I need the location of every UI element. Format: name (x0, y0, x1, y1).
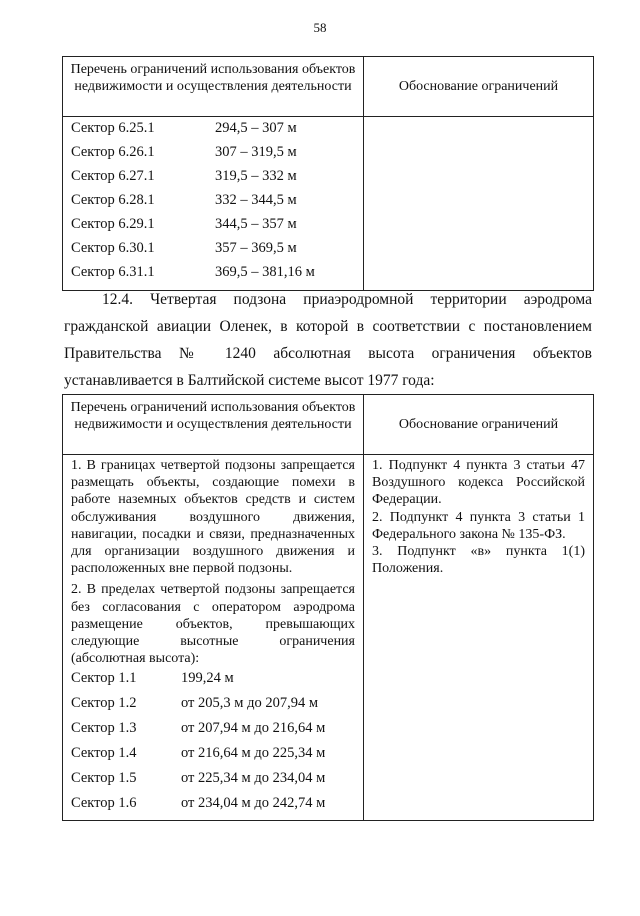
sector-range: 344,5 – 357 м (215, 216, 297, 232)
sector-name: Сектор 6.30.1 (71, 240, 155, 256)
basis-item-3: 3. Подпункт «в» пункта 1(1) Положения. (372, 544, 585, 577)
table-row (71, 144, 363, 168)
sector-range: 369,5 – 381,16 м (215, 264, 315, 280)
sector-range: от 205,3 м до 207,94 м (181, 695, 318, 712)
paragraph-text: 12.4. Четвертая подзона приаэродромной территории аэродрома гражданской авиации Оленек, в которой в соответствии с постановлением Правительства № 1240 абсолютная высота ограничения объектов устанавливается в Балтийской системе высот 1977 года: (64, 291, 592, 389)
sector-range: 319,5 – 332 м (215, 168, 297, 184)
table-row (71, 745, 363, 770)
basis-item-1: 1. Подпункт 4 пункта 3 статьи 47 Воздушного кодекса Российской Федерации. (372, 458, 585, 508)
table1-basis-empty (364, 117, 594, 291)
table-row (71, 770, 363, 795)
basis-item-2: 2. Подпункт 4 пункта 3 статьи 1 Федерального закона № 135-ФЗ. (372, 509, 585, 542)
sector-name: Сектор 6.27.1 (71, 168, 155, 184)
table-row (71, 720, 363, 745)
sector-name: Сектор 1.6 (71, 795, 137, 812)
table-row (71, 192, 363, 216)
restriction-item-1: 1. В границах четвертой подзоны запрещается размещать объекты, создающие помехи в работе наземных объектов средств и систем обслуживания воздушного движения, навигации, посадки и связи, предназначенных для организации воздушного движения и расположенных вне первой подзоны. (71, 458, 355, 577)
table2-sector-list (63, 670, 363, 817)
paragraph-12-4 (64, 286, 592, 394)
table-row (71, 240, 363, 264)
restriction-item-2: 2. В пределах четвертой подзоны запрещается без согласования с оператором аэродрома размещение объектов, превышающих следующие высотные ограничения (абсолютная высота): (71, 582, 355, 667)
sector-range: от 234,04 м до 242,74 м (181, 795, 326, 812)
table-row (71, 120, 363, 144)
sector-range: от 225,34 м до 234,04 м (181, 770, 326, 787)
table1-sector-list (63, 117, 364, 291)
sector-range: от 207,94 м до 216,64 м (181, 720, 326, 737)
sector-name: Сектор 1.1 (71, 670, 137, 687)
sector-range: 307 – 319,5 м (215, 144, 297, 160)
table1-header-right: Обоснование ограничений (364, 57, 594, 117)
sector-name: Сектор 1.5 (71, 770, 137, 787)
sector-name: Сектор 6.28.1 (71, 192, 155, 208)
table2-header-right: Обоснование ограничений (364, 395, 594, 455)
restrictions-table-2 (62, 394, 594, 821)
table1-header-left: Перечень ограничений использования объектов недвижимости и осуществления деятельности (63, 57, 364, 117)
sector-range: 357 – 369,5 м (215, 240, 297, 256)
page-number: 58 (313, 20, 327, 35)
table-row (71, 695, 363, 720)
table2-header-left: Перечень ограничений использования объектов недвижимости и осуществления деятельности (63, 395, 364, 455)
sector-name: Сектор 6.29.1 (71, 216, 155, 232)
sector-name: Сектор 1.2 (71, 695, 137, 712)
sector-range: 332 – 344,5 м (215, 192, 297, 208)
table-row (71, 795, 363, 817)
table-row (71, 670, 363, 695)
sector-range: от 216,64 м до 225,34 м (181, 745, 326, 762)
sector-name: Сектор 6.25.1 (71, 120, 155, 136)
restrictions-table-1 (62, 56, 594, 291)
sector-name: Сектор 6.26.1 (71, 144, 155, 160)
table-row (71, 168, 363, 192)
sector-range: 294,5 – 307 м (215, 120, 297, 136)
table2-basis-cell (364, 455, 594, 821)
sector-name: Сектор 6.31.1 (71, 264, 155, 280)
table2-restrictions-cell (63, 455, 364, 821)
sector-name: Сектор 1.4 (71, 745, 137, 762)
sector-name: Сектор 1.3 (71, 720, 137, 737)
table-row (71, 216, 363, 240)
table-row (71, 264, 363, 288)
sector-range: 199,24 м (181, 670, 234, 687)
